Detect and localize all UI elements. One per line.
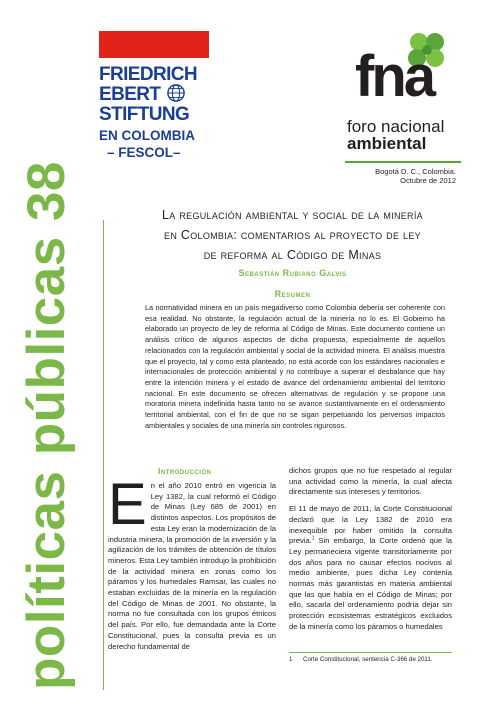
title-line-3: de reforma al Código de Minas xyxy=(203,248,382,262)
footnote xyxy=(289,656,452,663)
footnote-ref: 1 xyxy=(311,535,315,542)
intro-column-1 xyxy=(108,472,276,652)
date: Octubre de 2012 xyxy=(400,176,456,185)
author: Sebastián Rubiano Galvis xyxy=(238,268,347,278)
fna-green-rule xyxy=(345,161,461,163)
fes-logo-line2: EBERT xyxy=(99,84,161,105)
col2-paragraph-2 xyxy=(289,504,452,632)
footnote-rule xyxy=(289,652,452,653)
title-line-2: en Colombia: comentarios al proyecto de ley xyxy=(164,228,421,242)
title-line-1: La regulación ambiental y social de la minería xyxy=(162,208,423,222)
footnote-text: Corte Constitucional, sentencia C-366 de 2011. xyxy=(303,656,433,663)
fes-logo-line4: EN COLOMBIA xyxy=(99,128,195,143)
intro-paragraph-1: n el año 2010 entró en vigencia la Ley 1382, la cual reformó el Código de Minas (Ley 685 de 2001) en distintos aspectos. Los propósitos de esta Ley eran la modernización de la industria minera, la promoción de la inversión y la agilización de los trámites de obtención de títulos mineros. Esta Ley también introdujo la prohibición de la actividad minera en zonas como los páramos y los humedales Ramsar, las cuales no estaban excluidas de la minería en la regulación del Código de Minas de 2001. No obstante, la norma no fue consultada con los grupos étnicos del país. Por ello, fue demandada ante la Corte Constitucional, pues la consulta previa es un derecho fundamental de xyxy=(108,481,276,651)
fna-logo-line1: foro nacional xyxy=(347,117,445,136)
abstract-heading: Resumen xyxy=(274,289,311,299)
fes-logo-line5: – FESCOL– xyxy=(107,145,181,160)
fna-abbreviation: fna xyxy=(355,44,433,109)
fes-red-bar xyxy=(99,31,209,58)
fes-logo xyxy=(99,31,209,171)
fna-logo-line2: ambiental xyxy=(347,134,427,153)
globe-icon xyxy=(167,84,185,102)
series-title: políticas públicas 38 xyxy=(17,161,76,690)
intro-column-2 xyxy=(289,466,452,639)
col2-paragraph-2-b: Sin embargo, la Corte ordenó que la Ley permaneciera vigente transitoriamente por dos años para no causar efectos nocivos al medio ambiente, pues dicha Ley contenía normas más garantistas en materia ambiental que las que había en el Código de Minas; por ello, sacarla del ordenamiento podría dejar sin protección ecosistemas estratégicos excluidos de la minería como los páramos o humedales xyxy=(289,536,452,631)
col2-paragraph-1: dichos grupos que no fue respetado al regular una actividad como la minería, la cual afecta directamente sus intereses y territorios. xyxy=(289,466,452,497)
fes-logo-line1: FRIEDRICH xyxy=(99,64,198,85)
vertical-green-rule xyxy=(103,220,104,690)
fes-logo-line3: STIFTUNG xyxy=(99,104,190,125)
intro-heading: Introducción xyxy=(158,466,212,476)
document-title xyxy=(125,205,460,265)
place: Bogotá D. C., Colombia. xyxy=(375,167,456,176)
fna-logo xyxy=(343,30,463,170)
abstract-text: La normatividad minera en un país megadiverso como Colombia debería ser coherente con esa realidad. No obstante, la regulación actual de la minería no lo es. El Gobierno ha elaborado un proyecto de ley de reforma al Código de Minas. Este documento contiene un análisis crítico de algunos aspectos de dicha propuesta, especialmente de aquellos relacionados con la regulación ambiental y social de la actividad minera. El análisis muestra que el proyecto, tal y como está planteado, no está acorde con los estándares nacionales e internacionales de protección ambiental y no contribuye a superar el desbalance que hay entre la intención minera y el estado de avance del ordenamiento ambiental del territorio nacional. En este documento se ofrecen alternativas de regulación y se propone una moratoria minera indefinida hasta tanto no se avance sustantivamente en el ordenamiento territorial ambiental, con el fin de que no se sigan perpetuando los perversos impactos ambientales y sociales de una minería sin controles rigurosos. xyxy=(145,303,445,430)
footnote-number: 1 xyxy=(289,656,293,663)
drop-cap: E xyxy=(108,472,147,537)
col2-paragraph-2-a: El 11 de mayo de 2011, la Corte Constitucional declaró que la Ley 1382 de 2010 era inexequible por haber omitido la consulta previa. xyxy=(289,504,452,546)
place-date xyxy=(375,167,456,185)
